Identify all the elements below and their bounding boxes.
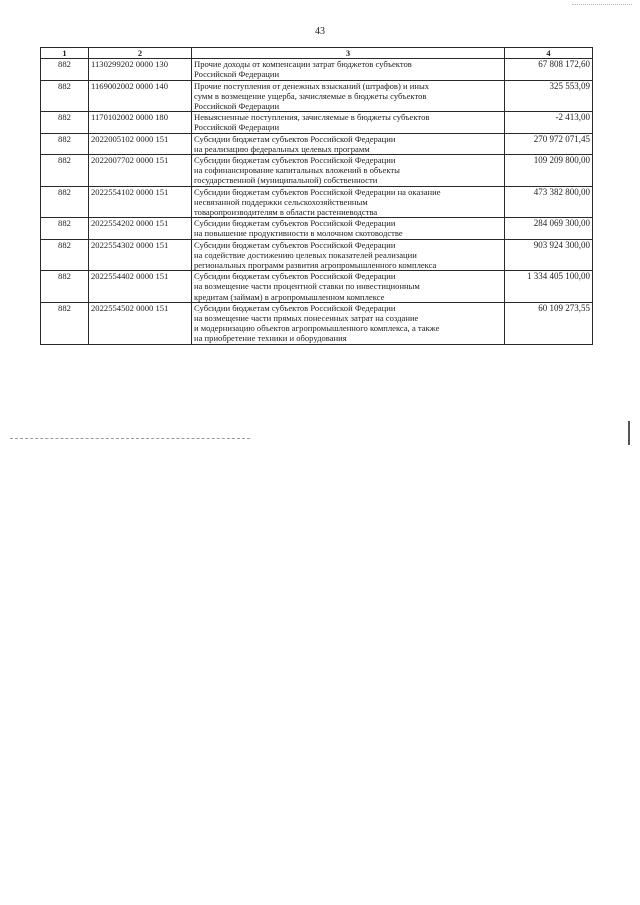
amount-cell: 60 109 273,55 [505,302,593,344]
table-header-row [41,48,593,59]
revenue-name-cell: Субсидии бюджетам субъектов Российской Федерации на возмещение части процентной ставки по инвестиционным кредитам (займам) в агропромышленном комплексе [192,271,505,303]
table-row [41,271,593,303]
admin-code-cell: 882 [41,133,89,154]
amount-cell: 473 382 800,00 [505,186,593,218]
table-row [41,186,593,218]
admin-code-cell: 882 [41,271,89,303]
admin-code-cell: 882 [41,239,89,271]
admin-code-cell: 882 [41,80,89,112]
admin-code-cell: 882 [41,218,89,239]
amount-cell: 903 924 300,00 [505,239,593,271]
budget-revenue-table [40,47,593,345]
table-header [41,48,593,59]
table-row [41,155,593,187]
table-row [41,112,593,133]
budget-code-cell: 2022554202 0000 151 [89,218,192,239]
table-row [41,133,593,154]
amount-cell: 270 972 071,45 [505,133,593,154]
admin-code-cell: 882 [41,186,89,218]
revenue-name-cell: Субсидии бюджетам субъектов Российской Федерации на софинансирование капитальных вложений в объекты государственной (муниципальной) собственности [192,155,505,187]
table-row [41,218,593,239]
amount-cell: 325 553,09 [505,80,593,112]
table-row [41,80,593,112]
scan-artifact-top [572,4,632,5]
budget-code-cell: 1169002002 0000 140 [89,80,192,112]
budget-code-cell: 1130299202 0000 130 [89,59,192,80]
admin-code-cell: 882 [41,112,89,133]
revenue-name-cell: Субсидии бюджетам субъектов Российской Федерации на содействие достижению целевых показателей реализации региональных программ развития агропромышленного комплекса [192,239,505,271]
admin-code-cell: 882 [41,155,89,187]
header-col-1: 1 [41,48,89,59]
revenue-name-cell: Прочие поступления от денежных взысканий (штрафов) и иных сумм в возмещение ущерба, зачисляемые в бюджеты субъектов Российской Федерации [192,80,505,112]
budget-code-cell: 2022554502 0000 151 [89,302,192,344]
revenue-name-cell: Невыясненные поступления, зачисляемые в бюджеты субъектов Российской Федерации [192,112,505,133]
admin-code-cell: 882 [41,302,89,344]
amount-cell: 67 808 172,60 [505,59,593,80]
amount-cell: 284 069 300,00 [505,218,593,239]
amount-cell: -2 413,00 [505,112,593,133]
revenue-name-cell: Субсидии бюджетам субъектов Российской Федерации на повышение продуктивности в молочном скотоводстве [192,218,505,239]
amount-cell: 1 334 405 100,00 [505,271,593,303]
table-row [41,239,593,271]
revenue-name-cell: Субсидии бюджетам субъектов Российской Федерации на возмещение части прямых понесенных затрат на создание и модернизацию объектов агропромышленного комплекса, а также на приобретение техники и оборудования [192,302,505,344]
budget-code-cell: 2022554402 0000 151 [89,271,192,303]
revenue-name-cell: Субсидии бюджетам субъектов Российской Федерации на реализацию федеральных целевых программ [192,133,505,154]
table-body [41,59,593,344]
page-number: 43 [315,26,325,37]
header-col-3: 3 [192,48,505,59]
scan-artifact-edge [628,421,630,445]
revenue-name-cell: Субсидии бюджетам субъектов Российской Федерации на оказание несвязанной поддержки сельскохозяйственным товаропроизводителям в области растениеводства [192,186,505,218]
admin-code-cell: 882 [41,59,89,80]
budget-code-cell: 2022554302 0000 151 [89,239,192,271]
revenue-name-cell: Прочие доходы от компенсации затрат бюджетов субъектов Российской Федерации [192,59,505,80]
table-row [41,302,593,344]
budget-code-cell: 2022005102 0000 151 [89,133,192,154]
scan-artifact-line [10,438,250,439]
header-col-2: 2 [89,48,192,59]
budget-code-cell: 1170102002 0000 180 [89,112,192,133]
header-col-4: 4 [505,48,593,59]
budget-code-cell: 2022554102 0000 151 [89,186,192,218]
amount-cell: 109 209 800,00 [505,155,593,187]
table-row [41,59,593,80]
budget-code-cell: 2022007702 0000 151 [89,155,192,187]
